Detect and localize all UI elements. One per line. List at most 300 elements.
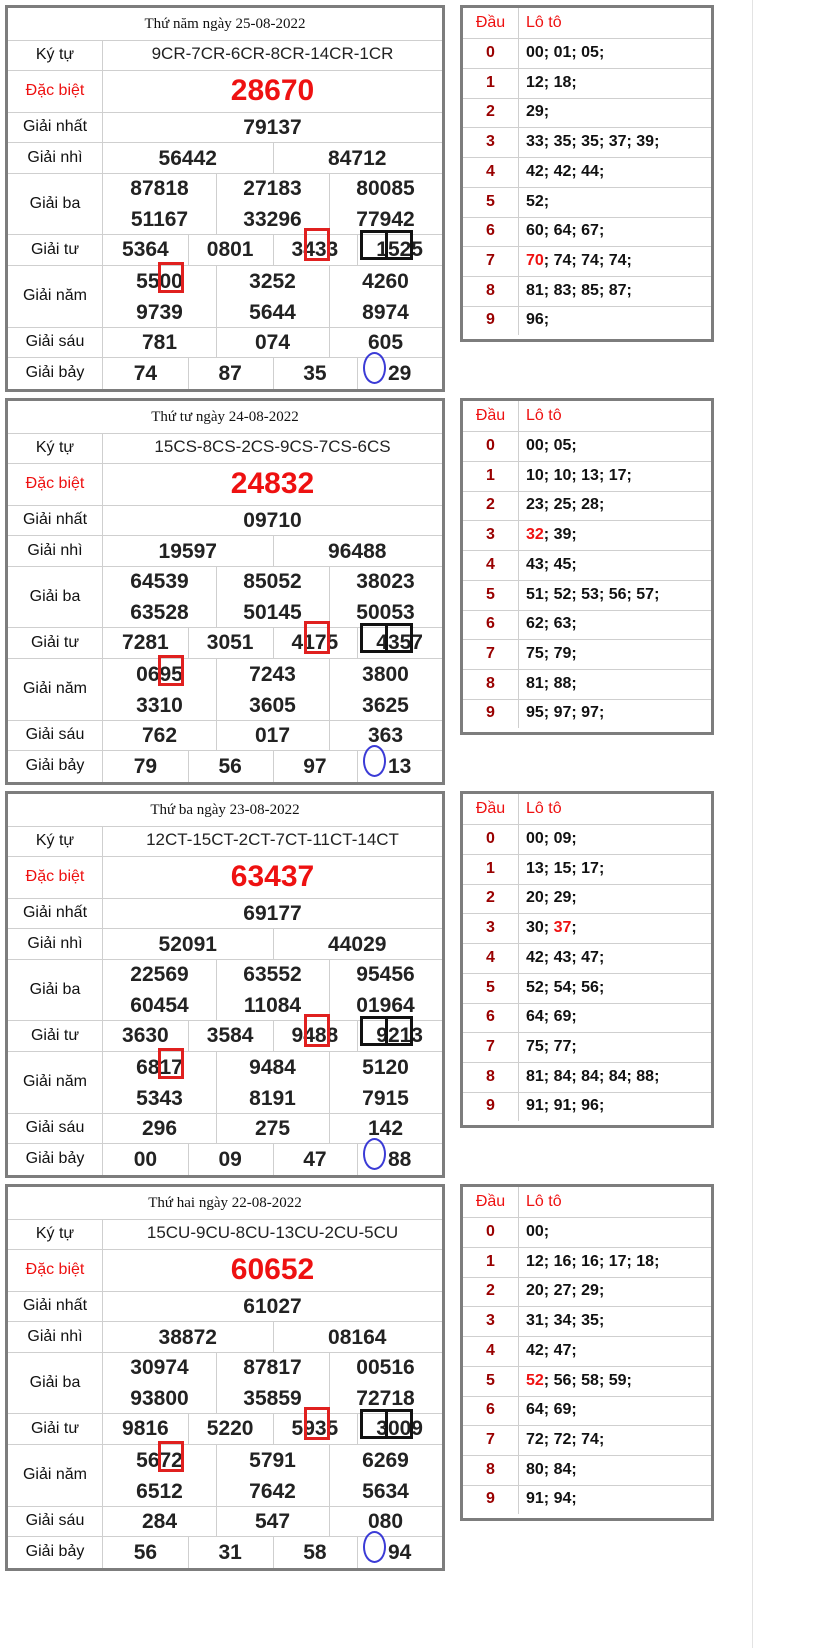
sixth-prize-number: 017 [254, 724, 291, 747]
loto-numbers [526, 669, 577, 699]
prize-label-giai-nam: Giải năm [8, 1444, 103, 1506]
loto-row [463, 431, 711, 462]
cell-divider [188, 234, 189, 265]
loto-row [463, 157, 711, 188]
loto-row [463, 1002, 711, 1033]
sixth-prize-number: 605 [367, 331, 404, 354]
loto-head-digit: 9 [463, 1484, 519, 1514]
third-prize-number: 63528 [130, 601, 189, 624]
cell-divider [357, 1143, 358, 1175]
fourth-prize-number: 9816 [122, 1417, 169, 1440]
third-prize-number: 64539 [130, 570, 189, 593]
fifth-prize-number: 3252 [249, 270, 296, 293]
loto-row [463, 639, 711, 670]
loto-header-dau: Đầu [463, 794, 519, 824]
fourth-prize-number: 9488 [291, 1024, 339, 1047]
loto-head-digit: 3 [463, 127, 519, 157]
loto-head-digit: 3 [463, 913, 519, 943]
cell-divider [357, 357, 358, 389]
third-prize-number: 85052 [243, 570, 302, 593]
loto-row [463, 187, 711, 218]
loto-numbers-text: 80; 84; [526, 1460, 577, 1478]
highlight-box-fourth-prize [304, 621, 330, 654]
loto-row [463, 1062, 711, 1093]
loto-numbers [526, 943, 604, 973]
loto-row [463, 580, 711, 611]
cell-divider [216, 1506, 217, 1536]
cell-divider [329, 173, 330, 234]
loto-numbers-text: 62; 63; [526, 615, 577, 633]
loto-head-digit: 8 [463, 276, 519, 306]
fourth-prize-number: 4357 [376, 631, 423, 654]
third-prize-number: 80085 [356, 177, 415, 200]
cell-divider [273, 1536, 274, 1568]
highlight-box-fourth-prize [385, 1409, 413, 1439]
page-right-divider [752, 0, 753, 1648]
result-table [5, 1184, 445, 1571]
loto-numbers-text: 96; [526, 311, 550, 329]
second-prize-number: 96488 [328, 540, 387, 563]
loto-numbers [526, 1395, 577, 1425]
seventh-prize-number: 13 [387, 755, 412, 778]
loto-numbers-text: 64; 69; [526, 1401, 577, 1419]
loto-row [463, 97, 711, 128]
cell-divider [329, 658, 330, 720]
highlight-box-fifth-prize [158, 262, 184, 293]
prize-label-ky-tu: Ký tự [8, 826, 103, 856]
loto-row [463, 1455, 711, 1486]
loto-row [463, 1217, 711, 1248]
loto-head-digit: 0 [463, 1217, 519, 1247]
loto-numbers-text: 75; 79; [526, 644, 577, 662]
cell-divider [329, 720, 330, 750]
loto-numbers [526, 824, 577, 854]
loto-head-digit: 4 [463, 943, 519, 973]
fifth-prize-number: 9739 [136, 301, 183, 324]
cell-divider [357, 234, 358, 265]
loto-row [463, 1336, 711, 1367]
loto-numbers-text: 91; 94; [526, 1490, 577, 1508]
sixth-prize-number: 142 [367, 1117, 404, 1140]
sixth-prize-number: 762 [141, 724, 178, 747]
loto-numbers-text: 42; 47; [526, 1341, 577, 1359]
third-prize-number: 38023 [356, 570, 415, 593]
fourth-prize-number: 3584 [206, 1024, 254, 1047]
loto-numbers [526, 1062, 659, 1092]
loto-numbers [526, 127, 659, 157]
cell-divider [273, 357, 274, 389]
loto-numbers-text: 33; 35; 35; 37; 39; [526, 133, 660, 151]
special-prize-number: 24832 [230, 467, 315, 500]
fifth-prize-number: 7243 [249, 663, 296, 686]
loto-numbers-text: 00; 09; [526, 830, 577, 847]
loto-head-digit: 5 [463, 973, 519, 1003]
day-title: Thứ tư ngày 24-08-2022 [8, 401, 442, 434]
seventh-prize-number: 00 [133, 1148, 158, 1171]
seventh-prize-number: 97 [303, 755, 327, 778]
cell-divider [357, 1536, 358, 1568]
cell-divider [357, 750, 358, 782]
loto-numbers [526, 1425, 604, 1455]
day-section [0, 1184, 752, 1572]
fifth-prize-number: 8974 [362, 301, 409, 324]
loto-numbers-text: ; 39; [543, 526, 577, 544]
fifth-prize-number: 5644 [249, 301, 296, 324]
loto-numbers-text: 23; 25; 28; [526, 496, 605, 514]
loto-numbers-text: 95; 97; 97; [526, 704, 605, 722]
loto-numbers [526, 187, 549, 217]
loto-numbers-text: 81; 84; 84; 84; 88; [526, 1067, 660, 1085]
loto-numbers [526, 1276, 604, 1306]
fifth-prize-number: 3310 [136, 694, 183, 717]
day-section [0, 5, 752, 393]
loto-head-digit: 6 [463, 1395, 519, 1425]
cell-divider [188, 1413, 189, 1444]
highlight-oval-seventh-prize [363, 1531, 386, 1563]
loto-head-digit: 7 [463, 639, 519, 669]
prize-label-giai-bay: Giải bảy [8, 750, 103, 782]
fifth-prize-number: 5500 [136, 270, 183, 293]
cell-divider [329, 1352, 330, 1413]
cell-divider [216, 1444, 217, 1506]
fifth-prize-number: 9484 [249, 1056, 296, 1079]
loto-header-row [463, 1187, 711, 1218]
loto-special-number: 52 [526, 1371, 544, 1389]
loto-numbers-text: 42; 42; 44; [526, 162, 605, 180]
loto-numbers-text: 00; [526, 1223, 550, 1240]
loto-numbers-text: ; 74; 74; 74; [543, 251, 632, 269]
prize-label-giai-nam: Giải năm [8, 658, 103, 720]
loto-header-dau: Đầu [463, 401, 519, 431]
cell-divider [329, 265, 330, 327]
prize-label-giai-ba: Giải ba [8, 959, 103, 1020]
third-prize-number: 95456 [356, 963, 415, 986]
loto-numbers [526, 461, 632, 491]
prize-label-giai-sau: Giải sáu [8, 327, 103, 357]
fourth-prize-number: 4175 [291, 631, 339, 654]
loto-numbers [526, 1455, 577, 1485]
cell-divider [273, 234, 274, 265]
cell-divider [216, 173, 217, 234]
cell-divider [273, 750, 274, 782]
seventh-prize-number: 87 [218, 362, 242, 385]
loto-special-number: 70 [526, 251, 544, 269]
fourth-prize-number: 0801 [206, 238, 254, 261]
loto-numbers-text: 20; 29; [526, 889, 577, 907]
sixth-prize-number: 547 [254, 1510, 291, 1533]
loto-table [460, 1184, 714, 1521]
loto-row [463, 973, 711, 1004]
loto-numbers-text: 60; 64; 67; [526, 222, 605, 240]
cell-divider [188, 627, 189, 658]
loto-header-dau: Đầu [463, 8, 519, 38]
cell-divider [216, 1051, 217, 1113]
second-prize-number: 56442 [158, 147, 217, 170]
loto-numbers-text: 64; 69; [526, 1008, 577, 1026]
sixth-prize-number: 781 [141, 331, 178, 354]
loto-head-digit: 6 [463, 609, 519, 639]
prize-label-giai-ba: Giải ba [8, 173, 103, 234]
loto-head-digit: 2 [463, 883, 519, 913]
loto-row [463, 1395, 711, 1426]
prize-label-ky-tu: Ký tự [8, 40, 103, 70]
first-prize-number: 79137 [243, 116, 302, 139]
loto-row [463, 824, 711, 855]
loto-numbers [526, 431, 577, 461]
loto-row [463, 520, 711, 551]
loto-numbers-text: 72; 72; 74; [526, 1430, 605, 1448]
sixth-prize-number: 080 [367, 1510, 404, 1533]
fifth-prize-number: 7915 [362, 1087, 409, 1110]
cell-divider [188, 750, 189, 782]
second-prize-number: 84712 [328, 147, 387, 170]
ticket-code: 15CS-8CS-2CS-9CS-7CS-6CS [154, 437, 391, 456]
cell-divider [216, 658, 217, 720]
loto-row [463, 550, 711, 581]
day-title: Thứ ba ngày 23-08-2022 [8, 794, 442, 827]
loto-head-digit: 1 [463, 68, 519, 98]
loto-numbers [526, 1306, 604, 1336]
loto-numbers [526, 580, 659, 610]
first-prize-number: 61027 [243, 1295, 302, 1318]
fifth-prize-number: 5120 [362, 1056, 409, 1079]
third-prize-number: 30974 [130, 1356, 189, 1379]
ticket-code: 9CR-7CR-6CR-8CR-14CR-1CR [151, 44, 394, 63]
highlight-box-fourth-prize [385, 623, 413, 653]
loto-numbers [526, 520, 577, 550]
loto-head-digit: 8 [463, 1455, 519, 1485]
loto-row [463, 490, 711, 521]
highlight-box-fifth-prize [158, 1048, 184, 1079]
seventh-prize-number: 79 [133, 755, 158, 778]
loto-numbers-text: 91; 91; 96; [526, 1097, 605, 1115]
loto-head-digit: 9 [463, 698, 519, 728]
loto-header-loto: Lô tô [526, 800, 562, 817]
loto-head-digit: 4 [463, 550, 519, 580]
third-prize-number: 63552 [243, 963, 302, 986]
loto-numbers-text: 51; 52; 53; 56; 57; [526, 585, 660, 603]
loto-row [463, 38, 711, 69]
fifth-prize-number: 3625 [362, 694, 409, 717]
cell-divider [357, 1020, 358, 1051]
third-prize-number: 11084 [243, 994, 302, 1017]
special-prize-number: 60652 [230, 1253, 315, 1286]
third-prize-number: 77942 [356, 208, 415, 231]
loto-row [463, 943, 711, 974]
fourth-prize-number: 3051 [206, 631, 254, 654]
fifth-prize-number: 8191 [249, 1087, 296, 1110]
third-prize-number: 27183 [243, 177, 302, 200]
prize-label-giai-nhat: Giải nhất [8, 112, 103, 142]
loto-head-digit: 0 [463, 38, 519, 68]
loto-head-digit: 4 [463, 157, 519, 187]
loto-row [463, 1276, 711, 1307]
seventh-prize-number: 09 [218, 1148, 242, 1171]
loto-numbers [526, 38, 604, 68]
loto-row [463, 698, 711, 728]
fourth-prize-number: 5935 [291, 1417, 339, 1440]
day-section [0, 398, 752, 786]
prize-label-giai-nhat: Giải nhất [8, 505, 103, 535]
cell-divider [273, 142, 274, 173]
second-prize-number: 44029 [328, 933, 387, 956]
loto-head-digit: 5 [463, 1366, 519, 1396]
loto-head-digit: 2 [463, 1276, 519, 1306]
sixth-prize-number: 284 [141, 1510, 178, 1533]
fifth-prize-number: 4260 [362, 270, 409, 293]
cell-divider [273, 627, 274, 658]
loto-head-digit: 5 [463, 187, 519, 217]
first-prize-number: 69177 [243, 902, 302, 925]
prize-label-ky-tu: Ký tự [8, 1219, 103, 1249]
fourth-prize-number: 3630 [122, 1024, 169, 1047]
fifth-prize-number: 7642 [249, 1480, 296, 1503]
loto-head-digit: 2 [463, 97, 519, 127]
loto-row [463, 1425, 711, 1456]
loto-numbers [526, 1484, 577, 1514]
loto-numbers-text: 43; 45; [526, 555, 577, 573]
third-prize-number: 51167 [130, 208, 189, 231]
loto-numbers [526, 490, 604, 520]
prize-label-giai-nhi: Giải nhì [8, 928, 103, 959]
loto-numbers [526, 276, 632, 306]
cell-divider [329, 327, 330, 357]
cell-divider [273, 1020, 274, 1051]
loto-numbers [526, 883, 577, 913]
prize-label-giai-ba: Giải ba [8, 566, 103, 627]
loto-numbers-text: 31; 34; 35; [526, 1312, 605, 1330]
cell-divider [273, 1143, 274, 1175]
highlight-box-fourth-prize [304, 1014, 330, 1047]
loto-row [463, 669, 711, 700]
highlight-box-fourth-prize [360, 1016, 388, 1046]
cell-divider [273, 1413, 274, 1444]
prize-label-giai-nam: Giải năm [8, 265, 103, 327]
loto-head-digit: 8 [463, 1062, 519, 1092]
cell-divider [357, 1413, 358, 1444]
loto-numbers-text: 42; 43; 47; [526, 948, 605, 966]
cell-divider [273, 928, 274, 959]
loto-numbers [526, 1002, 577, 1032]
loto-numbers [526, 854, 604, 884]
seventh-prize-number: 88 [387, 1148, 412, 1171]
loto-numbers [526, 639, 577, 669]
loto-header-loto: Lô tô [526, 407, 562, 424]
loto-numbers-text: 12; 16; 16; 17; 18; [526, 1252, 660, 1270]
highlight-box-fourth-prize [304, 228, 330, 261]
prize-label-giai-sau: Giải sáu [8, 720, 103, 750]
third-prize-number: 01964 [356, 994, 415, 1017]
prize-label-giai-bay: Giải bảy [8, 1143, 103, 1175]
prize-label-giai-tu: Giải tư [8, 1413, 103, 1444]
second-prize-number: 52091 [158, 933, 217, 956]
loto-row [463, 246, 711, 277]
loto-numbers [526, 1366, 632, 1396]
seventh-prize-number: 31 [218, 1541, 242, 1564]
second-prize-number: 19597 [158, 540, 217, 563]
loto-row [463, 913, 711, 944]
loto-numbers [526, 550, 577, 580]
highlight-box-fourth-prize [360, 623, 388, 653]
loto-head-digit: 9 [463, 1091, 519, 1121]
loto-head-digit: 7 [463, 1032, 519, 1062]
loto-row [463, 305, 711, 335]
loto-header-loto: Lô tô [526, 1193, 562, 1210]
third-prize-number: 87818 [130, 177, 189, 200]
loto-numbers [526, 973, 604, 1003]
fifth-prize-number: 6817 [136, 1056, 183, 1079]
loto-head-digit: 3 [463, 1306, 519, 1336]
loto-numbers-text: 75; 77; [526, 1037, 577, 1055]
seventh-prize-number: 56 [133, 1541, 158, 1564]
cell-divider [216, 959, 217, 1020]
ticket-code: 12CT-15CT-2CT-7CT-11CT-14CT [146, 830, 399, 849]
sixth-prize-number: 074 [254, 331, 291, 354]
loto-numbers-text: ; 56; 58; 59; [543, 1371, 632, 1389]
loto-numbers-text: 52; 54; 56; [526, 978, 605, 996]
special-prize-number: 63437 [230, 860, 315, 893]
loto-numbers [526, 1336, 577, 1366]
highlight-box-fifth-prize [158, 655, 184, 686]
loto-row [463, 216, 711, 247]
loto-head-digit: 2 [463, 490, 519, 520]
cell-divider [329, 566, 330, 627]
prize-label-dac-biet: Đặc biệt [8, 856, 103, 898]
loto-numbers [526, 913, 577, 943]
prize-label-dac-biet: Đặc biệt [8, 70, 103, 112]
cell-divider [329, 1051, 330, 1113]
loto-numbers [526, 157, 604, 187]
prize-label-giai-tu: Giải tư [8, 1020, 103, 1051]
loto-row [463, 609, 711, 640]
day-title: Thứ hai ngày 22-08-2022 [8, 1187, 442, 1220]
fifth-prize-number: 5672 [136, 1449, 183, 1472]
loto-numbers-text: ; [571, 919, 577, 937]
fifth-prize-number: 3800 [362, 663, 409, 686]
loto-header-row [463, 794, 711, 825]
sixth-prize-number: 363 [367, 724, 404, 747]
loto-row [463, 1247, 711, 1278]
loto-numbers-text: 81; 88; [526, 674, 577, 692]
prize-label-giai-nhat: Giải nhất [8, 1291, 103, 1321]
third-prize-number: 35859 [243, 1387, 302, 1410]
cell-divider [188, 1020, 189, 1051]
loto-head-digit: 0 [463, 431, 519, 461]
loto-row [463, 461, 711, 492]
loto-numbers [526, 246, 632, 276]
day-title: Thứ năm ngày 25-08-2022 [8, 8, 442, 41]
loto-head-digit: 4 [463, 1336, 519, 1366]
cell-divider [329, 1113, 330, 1143]
loto-numbers [526, 609, 577, 639]
loto-table [460, 5, 714, 342]
prize-label-giai-tu: Giải tư [8, 234, 103, 265]
loto-numbers [526, 1091, 604, 1121]
prize-label-giai-nhi: Giải nhì [8, 1321, 103, 1352]
prize-label-giai-sau: Giải sáu [8, 1113, 103, 1143]
loto-numbers-text: 13; 15; 17; [526, 859, 605, 877]
third-prize-number: 33296 [243, 208, 302, 231]
cell-divider [216, 1352, 217, 1413]
seventh-prize-number: 56 [218, 755, 242, 778]
fifth-prize-number: 6269 [362, 1449, 409, 1472]
third-prize-number: 22569 [130, 963, 189, 986]
loto-special-number: 32 [526, 526, 544, 544]
loto-head-digit: 3 [463, 520, 519, 550]
loto-row [463, 854, 711, 885]
ticket-code: 15CU-9CU-8CU-13CU-2CU-5CU [146, 1223, 399, 1242]
fifth-prize-number: 6512 [136, 1480, 183, 1503]
